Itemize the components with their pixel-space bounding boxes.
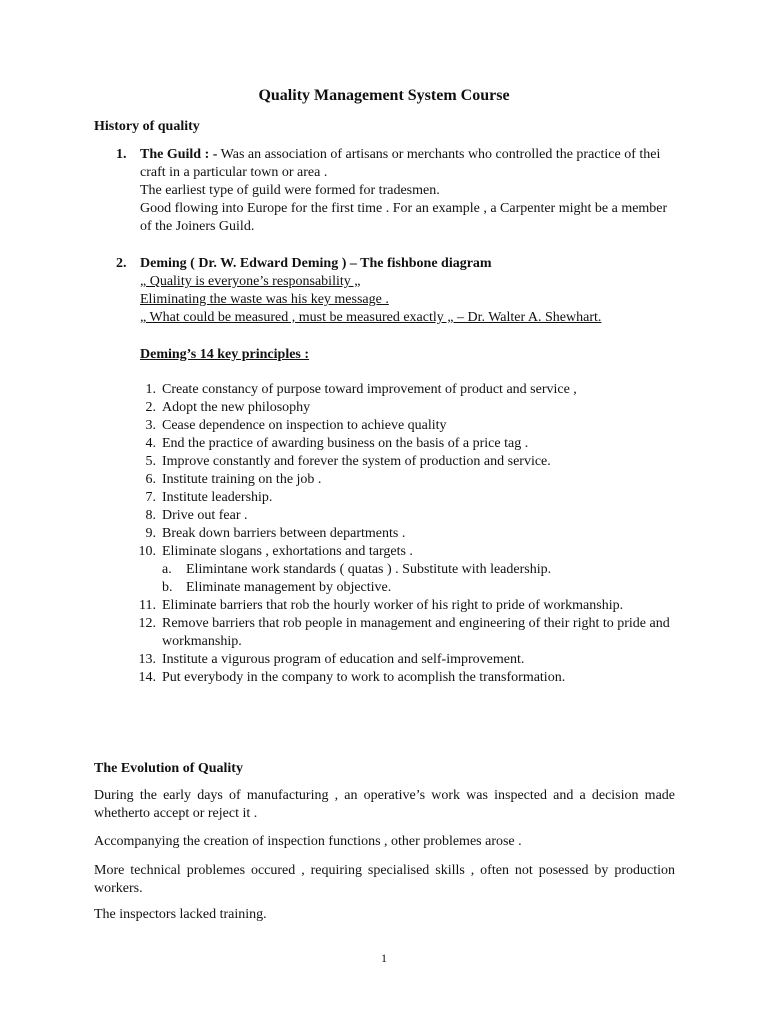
guild-number: 1. xyxy=(116,147,127,162)
list-item: 1. Create constancy of purpose toward improvement of product and service , xyxy=(145,382,577,397)
deming-section xyxy=(140,255,680,327)
principles-heading-wrap xyxy=(140,346,680,364)
section-subtitle: History of quality xyxy=(94,119,200,134)
guild-text-1: Was an association of artisans or merchants who controlled the practice of thei craft in a particular town or area . xyxy=(140,147,661,180)
page-number: 1 xyxy=(381,951,387,965)
list-item: 8. Drive out fear . xyxy=(145,508,248,523)
list-item: 13. Institute a vigurous program of education and self-improvement. xyxy=(138,652,525,667)
evolution-paragraph-4: The inspectors lacked training. xyxy=(94,907,267,922)
deming-number: 2. xyxy=(116,256,127,271)
evolution-paragraph-2: Accompanying the creation of inspection functions , other problemes arose . xyxy=(94,834,522,849)
guild-heading: The Guild : - xyxy=(140,147,218,162)
principles-list xyxy=(134,381,679,687)
deming-heading: Deming ( Dr. W. Edward Deming ) – The fishbone diagram xyxy=(140,256,492,271)
page-title: Quality Management System Course xyxy=(258,87,510,104)
deming-quote-3: „ What could be measured , must be measured exactly „ – Dr. Walter A. Shewhart. xyxy=(140,310,602,325)
list-item: 5. Improve constantly and forever the system of production and service. xyxy=(145,454,551,469)
guild-text-2: The earliest type of guild were formed for tradesmen. xyxy=(140,183,440,198)
guild-text-3: Good flowing into Europe for the first time . For an example , a Carpenter might be a member of the Joiners Guild. xyxy=(140,201,668,234)
evolution-paragraph-3: More technical problemes occured , requiring specialised skills , often not posessed by production workers. xyxy=(94,863,675,896)
list-item: 14. Put everybody in the company to work to acomplish the transformation. xyxy=(138,670,566,685)
list-item: 12. Remove barriers that rob people in management and engineering of their right to pride and workmanship. xyxy=(138,616,670,649)
evolution-heading: The Evolution of Quality xyxy=(94,761,243,776)
list-item: 10. Eliminate slogans , exhortations and targets . xyxy=(138,544,413,559)
deming-quote-2: Eliminating the waste was his key message . xyxy=(140,292,389,307)
list-item: 4. End the practice of awarding business on the basis of a price tag . xyxy=(145,436,529,451)
list-item: 2. Adopt the new philosophy xyxy=(145,400,311,415)
sub-list-item: a. Elimintane work standards ( quatas ) . Substitute with leadership. xyxy=(162,562,552,577)
list-item: 7. Institute leadership. xyxy=(145,490,273,505)
sub-list-item: b. Eliminate management by objective. xyxy=(162,580,392,595)
deming-quote-1: „ Quality is everyone’s responsability „ xyxy=(140,274,361,289)
guild-section xyxy=(140,146,680,236)
guild-paragraph xyxy=(140,146,680,182)
evolution-paragraph-1: During the early days of manufacturing , an operative’s work was inspected and a decision made whetherto accept or reject it . xyxy=(94,788,675,821)
list-item: 3. Cease dependence on inspection to achieve quality xyxy=(145,418,447,433)
list-item: 9. Break down barriers between departments . xyxy=(145,526,406,541)
list-item: 11. Eliminate barriers that rob the hourly worker of his right to pride of workmanship. xyxy=(139,598,624,613)
principles-heading: Deming’s 14 key principles : xyxy=(140,347,310,362)
list-item: 6. Institute training on the job . xyxy=(145,472,322,487)
